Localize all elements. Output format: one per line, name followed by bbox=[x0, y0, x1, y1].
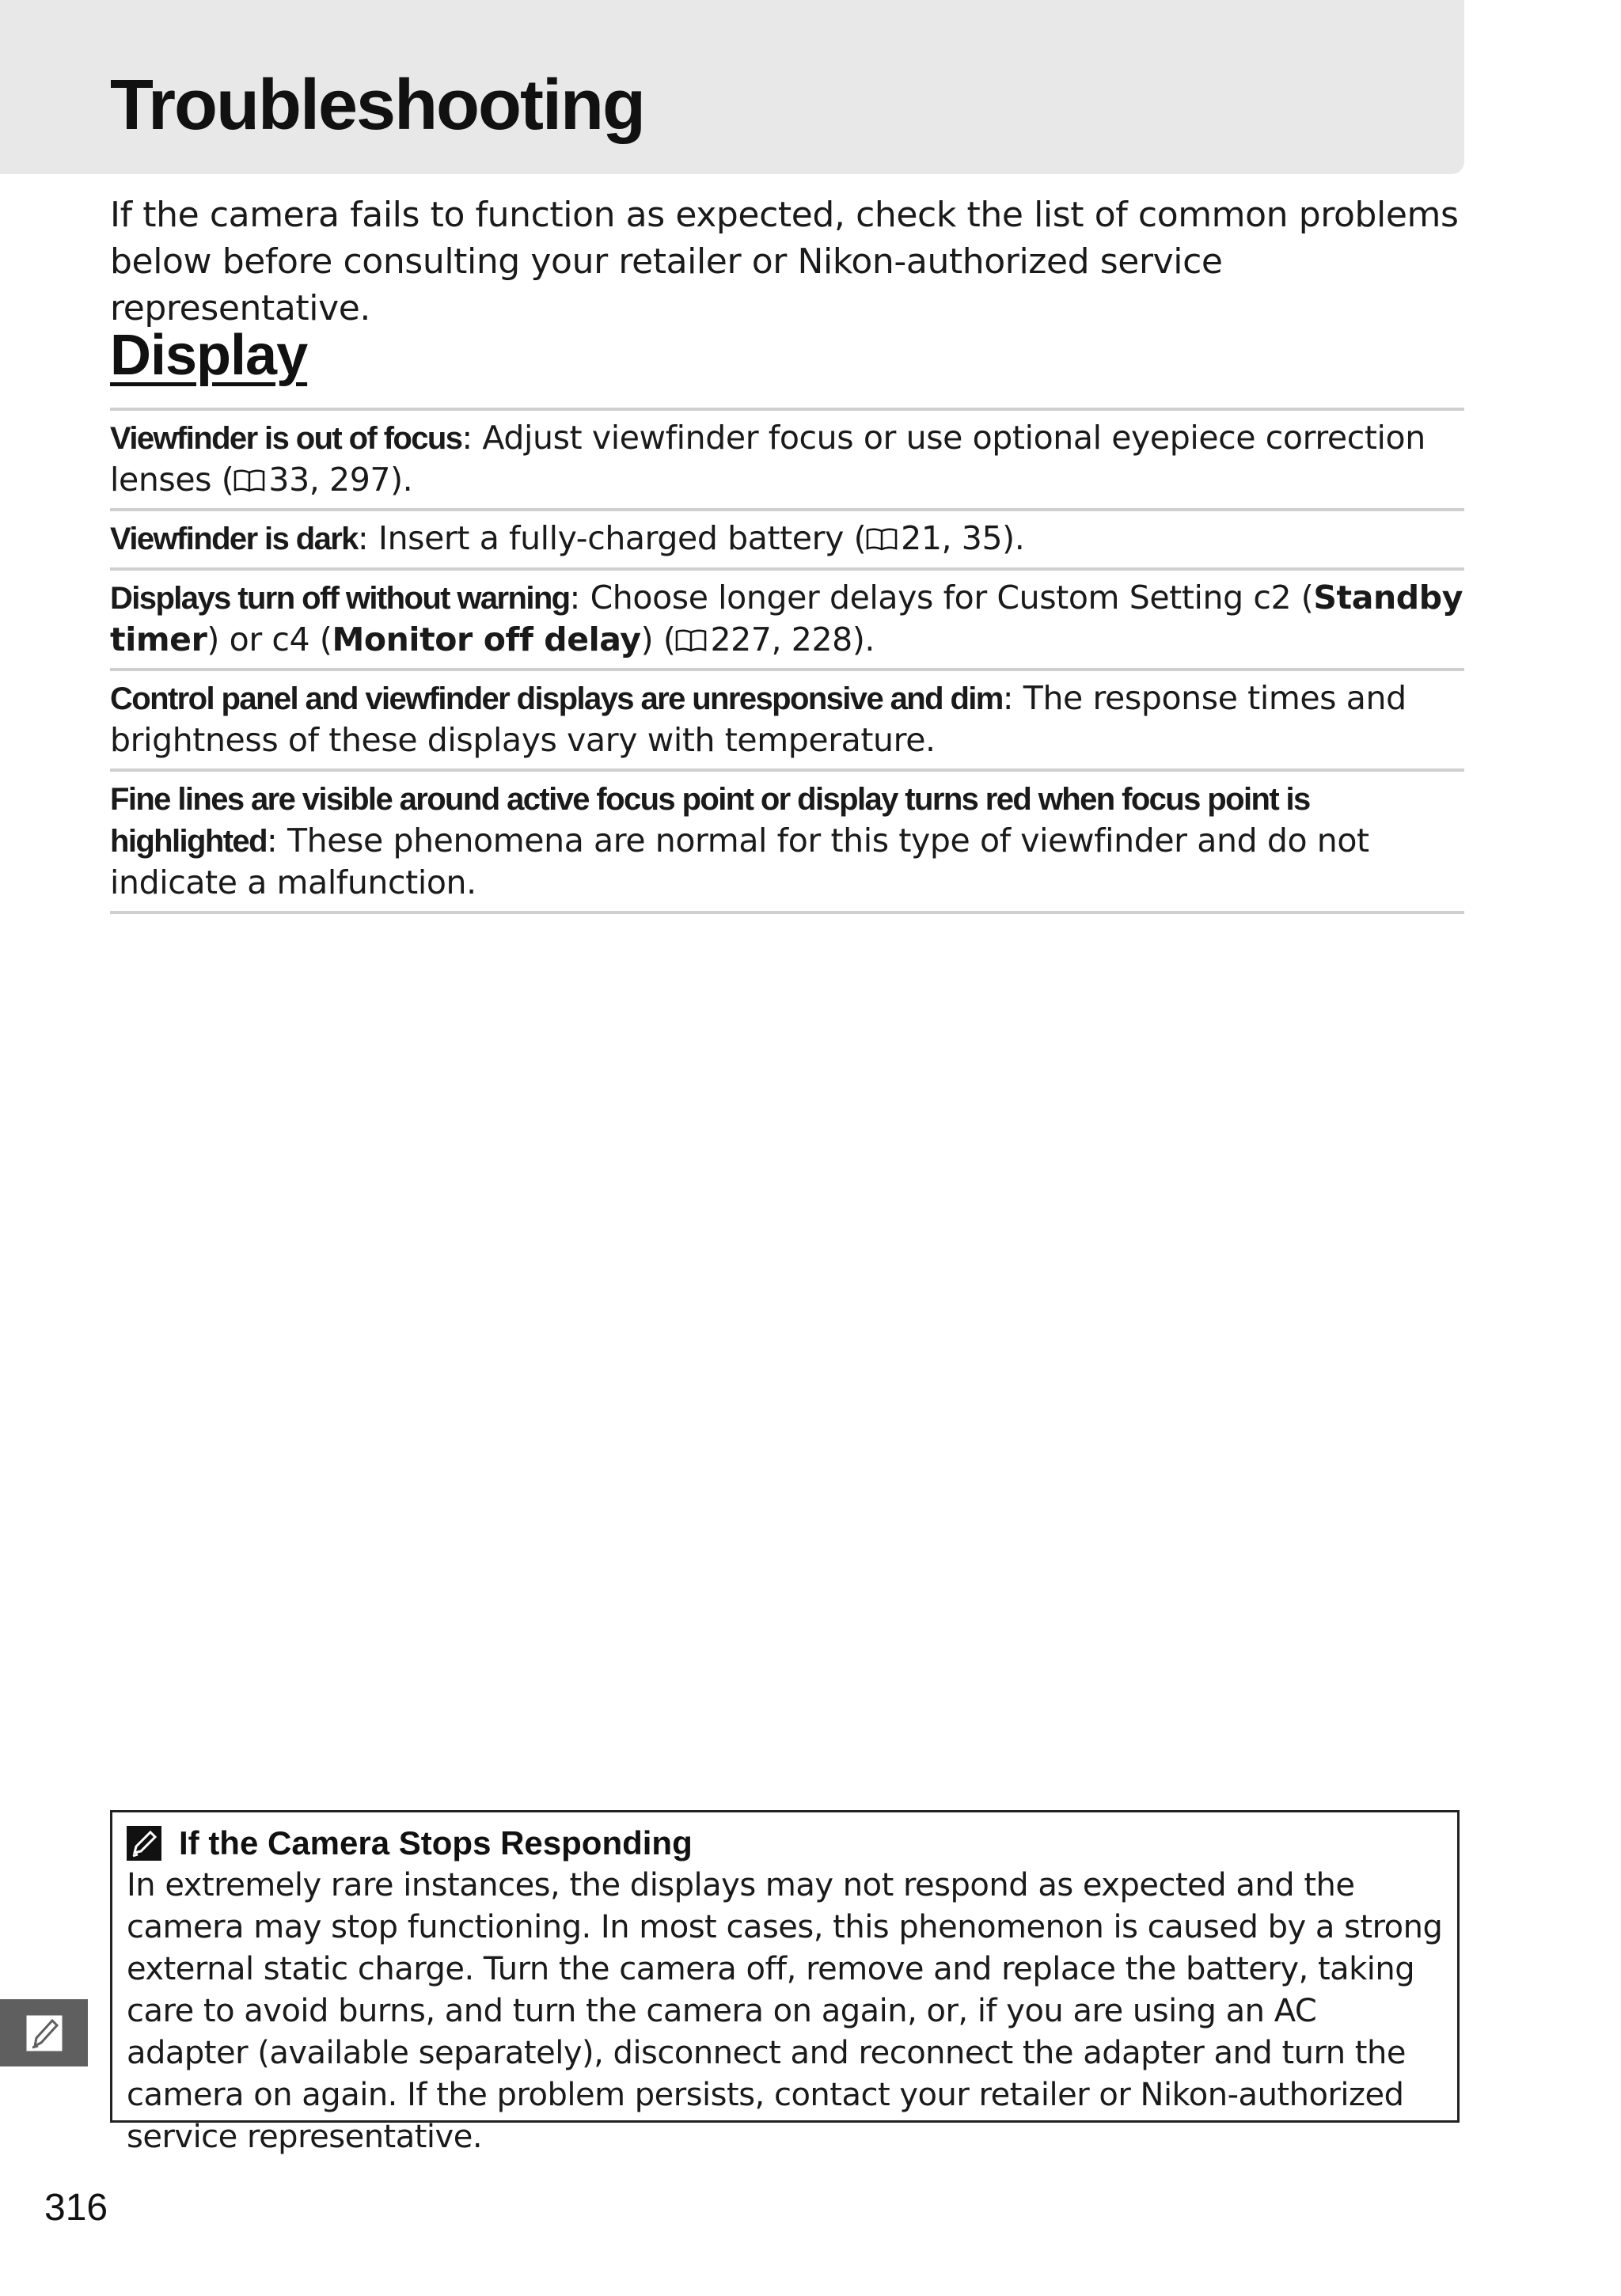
intro-paragraph: If the camera fails to function as expected, check the list of common problems below before consulting your retailer or Nikon-authorized service representative. bbox=[110, 195, 1459, 328]
problem-text: ) ( bbox=[640, 620, 676, 658]
problem-item bbox=[110, 571, 1464, 671]
problem-list bbox=[110, 408, 1464, 914]
problem-item bbox=[110, 671, 1464, 772]
section-tab bbox=[0, 1999, 88, 2066]
book-icon bbox=[233, 469, 265, 492]
problem-term: Fine lines are visible around active focus point or display turns red when focus point is highlighted bbox=[110, 782, 1310, 859]
page-ref: 227, 228). bbox=[710, 620, 875, 658]
problem-text: : Insert a fully-charged battery ( bbox=[357, 519, 867, 557]
page-title: Troubleshooting bbox=[110, 66, 644, 145]
problem-text: ) or c4 ( bbox=[207, 620, 332, 658]
problem-item bbox=[110, 411, 1464, 511]
problem-term: Control panel and viewfinder displays are unresponsive and dim bbox=[110, 681, 1003, 716]
setting-name-standby-timer: Standby timer bbox=[110, 579, 1463, 658]
troubleshooting-tab-icon bbox=[22, 2011, 66, 2055]
page-ref: 21, 35). bbox=[901, 519, 1025, 557]
problem-text: : Adjust viewfinder focus or use optional eyepiece correction lenses ( bbox=[110, 419, 1425, 499]
book-icon bbox=[866, 527, 898, 551]
pencil-note-icon bbox=[127, 1826, 161, 1861]
problem-item bbox=[110, 772, 1464, 914]
problem-text: : These phenomena are normal for this type of viewfinder and do not indicate a malfunction. bbox=[110, 822, 1369, 901]
problem-term: Displays turn off without warning bbox=[110, 581, 570, 616]
setting-name-monitor-off-delay: Monitor off delay bbox=[332, 620, 641, 658]
problem-item bbox=[110, 511, 1464, 571]
problem-text: : The response times and brightness of these displays vary with temperature. bbox=[110, 679, 1407, 759]
section-heading-display: Display bbox=[110, 324, 308, 387]
problem-term: Viewfinder is out of focus bbox=[110, 421, 462, 456]
note-body: In extremely rare instances, the displays may not respond as expected and the camera may stop functioning. In most cases, this phenomenon is caused by a strong external static charge. Turn the camera off, remove and replace the battery, taking care to avoid burns, and turn the camera on again, or, if you are using an AC adapter (available separately), disconnect and reconnect the adapter and turn the camera on again. If the problem persists, contact your retailer or Nikon-authorized service representative. bbox=[127, 1867, 1443, 2155]
note-box bbox=[110, 1810, 1460, 2155]
problem-term: Viewfinder is dark bbox=[110, 522, 358, 556]
page-number: 316 bbox=[44, 2187, 108, 2229]
page-ref: 33, 297). bbox=[268, 461, 413, 499]
problem-text: : Choose longer delays for Custom Setting c2 ( bbox=[569, 579, 1314, 617]
book-icon bbox=[675, 628, 707, 652]
note-header bbox=[127, 1822, 1443, 1865]
note-heading: If the Camera Stops Responding bbox=[179, 1824, 693, 1861]
